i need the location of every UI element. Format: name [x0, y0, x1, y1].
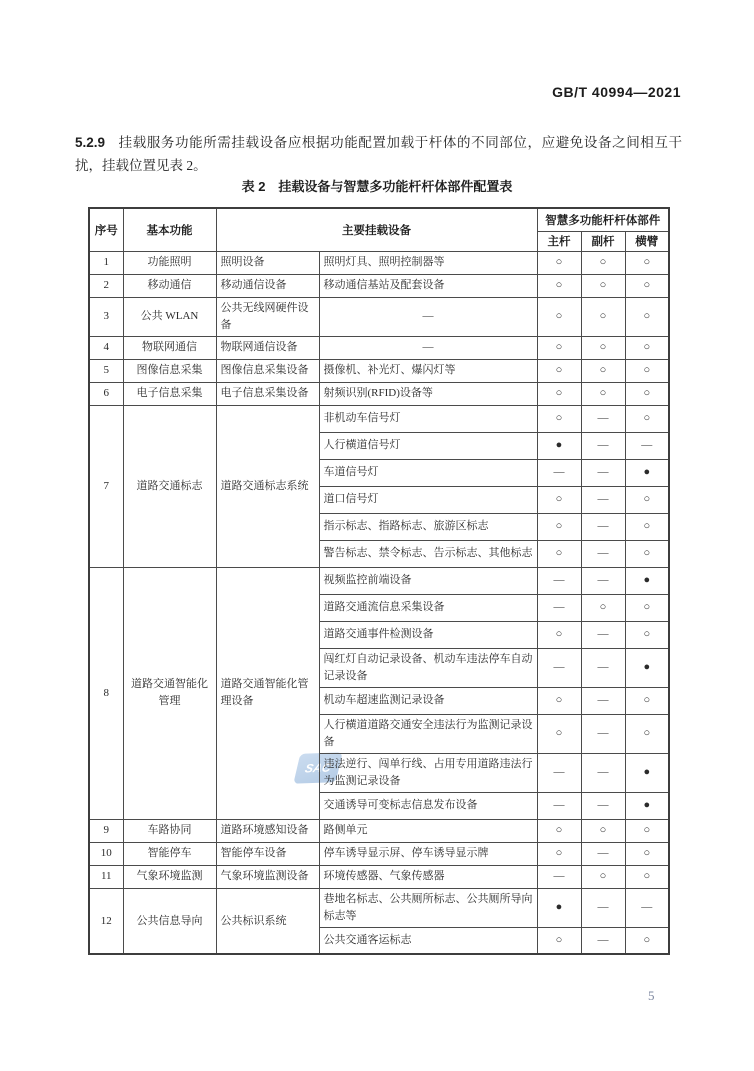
sac-watermark-logo: SAC — [293, 752, 342, 783]
row-number-cell: 7 — [89, 405, 123, 567]
row-number-cell: 10 — [89, 842, 123, 865]
mark-sub-pole-cell: — — [581, 927, 625, 954]
mark-main-pole-cell: — — [537, 594, 581, 621]
mark-sub-pole-cell: — — [581, 540, 625, 567]
mark-main-pole-cell: ○ — [537, 819, 581, 842]
equipment-system-cell: 公共无线网硬件设备 — [216, 297, 319, 336]
column-header-main-equipment: 主要挂载设备 — [216, 208, 537, 251]
device-list-cell: 摄像机、补光灯、爆闪灯等 — [319, 359, 537, 382]
mark-cross-arm-cell: ○ — [625, 297, 669, 336]
mark-cross-arm-cell: ○ — [625, 251, 669, 274]
mark-sub-pole-cell: — — [581, 486, 625, 513]
mark-cross-arm-cell: ○ — [625, 336, 669, 359]
mark-main-pole-cell: ○ — [537, 540, 581, 567]
device-list-cell: 移动通信基站及配套设备 — [319, 274, 537, 297]
mark-cross-arm-cell: — — [625, 432, 669, 459]
mark-main-pole-cell: ○ — [537, 486, 581, 513]
mark-main-pole-cell: ○ — [537, 297, 581, 336]
row-number-cell: 3 — [89, 297, 123, 336]
mark-main-pole-cell: ● — [537, 888, 581, 927]
mark-cross-arm-cell: ● — [625, 648, 669, 687]
device-list-cell: 射频识别(RFID)设备等 — [319, 382, 537, 405]
mark-sub-pole-cell: — — [581, 567, 625, 594]
table-row — [89, 865, 669, 888]
basic-function-cell: 道路交通智能化管理 — [123, 567, 216, 819]
mark-main-pole-cell: — — [537, 753, 581, 792]
table-row — [89, 359, 669, 382]
mark-sub-pole-cell: — — [581, 648, 625, 687]
mark-sub-pole-cell: ○ — [581, 274, 625, 297]
table-row — [89, 251, 669, 274]
mark-main-pole-cell: — — [537, 865, 581, 888]
device-list-cell: 公共交通客运标志 — [319, 927, 537, 954]
equipment-system-cell: 照明设备 — [216, 251, 319, 274]
mark-sub-pole-cell: — — [581, 459, 625, 486]
equipment-system-cell: 道路交通智能化管理设备 — [216, 567, 319, 819]
clause-number: 5.2.9 — [75, 134, 106, 150]
mark-main-pole-cell: ○ — [537, 513, 581, 540]
device-list-cell: 人行横道道路交通安全违法行为监测记录设备 — [319, 714, 537, 753]
mark-cross-arm-cell: ○ — [625, 274, 669, 297]
mark-sub-pole-cell: ○ — [581, 594, 625, 621]
row-number-cell: 11 — [89, 865, 123, 888]
device-list-cell: 停车诱导显示屏、停车诱导显示牌 — [319, 842, 537, 865]
row-number-cell: 1 — [89, 251, 123, 274]
mark-cross-arm-cell: ● — [625, 459, 669, 486]
mark-sub-pole-cell: ○ — [581, 382, 625, 405]
basic-function-cell: 道路交通标志 — [123, 405, 216, 567]
device-list-cell: 视频监控前端设备 — [319, 567, 537, 594]
table-title: 表 2 挂载设备与智慧多功能杆杆体部件配置表 — [241, 179, 513, 194]
mark-sub-pole-cell: — — [581, 753, 625, 792]
equipment-system-cell: 公共标识系统 — [216, 888, 319, 954]
equipment-system-cell: 图像信息采集设备 — [216, 359, 319, 382]
mark-sub-pole-cell: — — [581, 432, 625, 459]
device-list-cell: 路侧单元 — [319, 819, 537, 842]
table-row — [89, 567, 669, 594]
row-number-cell: 8 — [89, 567, 123, 819]
mark-cross-arm-cell: ○ — [625, 594, 669, 621]
device-list-cell: 环境传感器、气象传感器 — [319, 865, 537, 888]
mark-main-pole-cell: — — [537, 459, 581, 486]
equipment-system-cell: 移动通信设备 — [216, 274, 319, 297]
basic-function-cell: 公共信息导向 — [123, 888, 216, 954]
mark-sub-pole-cell: — — [581, 621, 625, 648]
equipment-system-cell: 物联网通信设备 — [216, 336, 319, 359]
device-list-cell: 警告标志、禁令标志、告示标志、其他标志 — [319, 540, 537, 567]
basic-function-cell: 智能停车 — [123, 842, 216, 865]
row-number-cell: 2 — [89, 274, 123, 297]
mark-main-pole-cell: ● — [537, 432, 581, 459]
column-header-basic-function: 基本功能 — [123, 208, 216, 251]
mark-main-pole-cell: ○ — [537, 359, 581, 382]
mark-main-pole-cell: ○ — [537, 382, 581, 405]
device-list-cell: 道口信号灯 — [319, 486, 537, 513]
mark-main-pole-cell: ○ — [537, 621, 581, 648]
mark-cross-arm-cell: ● — [625, 567, 669, 594]
header-row-1 — [89, 208, 669, 231]
table-row — [89, 382, 669, 405]
basic-function-cell: 电子信息采集 — [123, 382, 216, 405]
equipment-system-cell: 道路环境感知设备 — [216, 819, 319, 842]
mark-sub-pole-cell: — — [581, 888, 625, 927]
mark-cross-arm-cell: ○ — [625, 405, 669, 432]
equipment-system-cell: 智能停车设备 — [216, 842, 319, 865]
row-number-cell: 12 — [89, 888, 123, 954]
basic-function-cell: 图像信息采集 — [123, 359, 216, 382]
mark-main-pole-cell: ○ — [537, 687, 581, 714]
device-list-cell: 机动车超速监测记录设备 — [319, 687, 537, 714]
device-list-cell: 人行横道信号灯 — [319, 432, 537, 459]
device-list-cell: 照明灯具、照明控制器等 — [319, 251, 537, 274]
device-list-cell: — — [319, 336, 537, 359]
mark-sub-pole-cell: — — [581, 842, 625, 865]
mark-main-pole-cell: ○ — [537, 336, 581, 359]
mark-sub-pole-cell: — — [581, 687, 625, 714]
equipment-system-cell: 道路交通标志系统 — [216, 405, 319, 567]
mark-sub-pole-cell: ○ — [581, 865, 625, 888]
mark-cross-arm-cell: ○ — [625, 382, 669, 405]
equipment-system-cell: 电子信息采集设备 — [216, 382, 319, 405]
basic-function-cell: 功能照明 — [123, 251, 216, 274]
device-list-cell: 车道信号灯 — [319, 459, 537, 486]
mark-cross-arm-cell: ○ — [625, 819, 669, 842]
mark-sub-pole-cell: — — [581, 405, 625, 432]
table-row — [89, 336, 669, 359]
mark-main-pole-cell: — — [537, 792, 581, 819]
mark-sub-pole-cell: ○ — [581, 359, 625, 382]
table-row — [89, 297, 669, 336]
mark-cross-arm-cell: ○ — [625, 865, 669, 888]
row-number-cell: 6 — [89, 382, 123, 405]
row-number-cell: 9 — [89, 819, 123, 842]
device-list-cell: 巷地名标志、公共厕所标志、公共厕所导向标志等 — [319, 888, 537, 927]
table-header — [89, 208, 669, 251]
mark-sub-pole-cell: — — [581, 792, 625, 819]
mark-cross-arm-cell: ○ — [625, 513, 669, 540]
column-header-main-pole: 主杆 — [537, 231, 581, 251]
device-list-cell: 非机动车信号灯 — [319, 405, 537, 432]
mark-main-pole-cell: ○ — [537, 274, 581, 297]
row-number-cell: 5 — [89, 359, 123, 382]
standard-code: GB/T 40994—2021 — [552, 84, 681, 100]
table-row — [89, 842, 669, 865]
basic-function-cell: 车路协同 — [123, 819, 216, 842]
mark-sub-pole-cell: ○ — [581, 336, 625, 359]
equipment-system-cell: 气象环境监测设备 — [216, 865, 319, 888]
clause-text: 挂载服务功能所需挂载设备应根据功能配置加载于杆体的不同部位，应避免设备之间相互干扰，挂载位置见表 2。 — [75, 134, 682, 173]
mark-sub-pole-cell: ○ — [581, 297, 625, 336]
mark-cross-arm-cell: ● — [625, 753, 669, 792]
mark-main-pole-cell: ○ — [537, 927, 581, 954]
device-list-cell: 违法逆行、闯单行线、占用专用道路违法行为监测记录设备 — [319, 753, 537, 792]
basic-function-cell: 物联网通信 — [123, 336, 216, 359]
mark-cross-arm-cell: ○ — [625, 714, 669, 753]
device-list-cell: 交通诱导可变标志信息发布设备 — [319, 792, 537, 819]
device-list-cell: — — [319, 297, 537, 336]
column-header-no: 序号 — [89, 208, 123, 251]
mark-main-pole-cell: ○ — [537, 405, 581, 432]
mark-main-pole-cell: ○ — [537, 842, 581, 865]
basic-function-cell: 公共 WLAN — [123, 297, 216, 336]
page-number: 5 — [648, 988, 655, 1003]
column-header-pole-parts-group: 智慧多功能杆杆体部件 — [537, 208, 669, 231]
mark-cross-arm-cell: ○ — [625, 687, 669, 714]
clause-paragraph — [75, 131, 682, 177]
row-number-cell: 4 — [89, 336, 123, 359]
table-row — [89, 405, 669, 432]
table-body — [89, 251, 669, 954]
mark-sub-pole-cell: ○ — [581, 251, 625, 274]
mark-sub-pole-cell: — — [581, 714, 625, 753]
table-row — [89, 819, 669, 842]
mark-cross-arm-cell: ○ — [625, 359, 669, 382]
table-row — [89, 274, 669, 297]
device-list-cell: 闯红灯自动记录设备、机动车违法停车自动记录设备 — [319, 648, 537, 687]
mark-cross-arm-cell: ○ — [625, 486, 669, 513]
basic-function-cell: 气象环境监测 — [123, 865, 216, 888]
mark-main-pole-cell: ○ — [537, 251, 581, 274]
mark-main-pole-cell: — — [537, 648, 581, 687]
mark-main-pole-cell: — — [537, 567, 581, 594]
device-list-cell: 指示标志、指路标志、旅游区标志 — [319, 513, 537, 540]
device-list-cell: 道路交通流信息采集设备 — [319, 594, 537, 621]
device-list-cell: 道路交通事件检测设备 — [319, 621, 537, 648]
mark-cross-arm-cell: ○ — [625, 927, 669, 954]
mark-main-pole-cell: ○ — [537, 714, 581, 753]
column-header-cross-arm: 横臂 — [625, 231, 669, 251]
mark-cross-arm-cell: ○ — [625, 842, 669, 865]
table-row — [89, 888, 669, 927]
mark-sub-pole-cell: — — [581, 513, 625, 540]
mark-sub-pole-cell: ○ — [581, 819, 625, 842]
equipment-configuration-table — [88, 207, 670, 955]
basic-function-cell: 移动通信 — [123, 274, 216, 297]
column-header-sub-pole: 副杆 — [581, 231, 625, 251]
mark-cross-arm-cell: ● — [625, 792, 669, 819]
mark-cross-arm-cell: ○ — [625, 540, 669, 567]
mark-cross-arm-cell: ○ — [625, 621, 669, 648]
mark-cross-arm-cell: — — [625, 888, 669, 927]
